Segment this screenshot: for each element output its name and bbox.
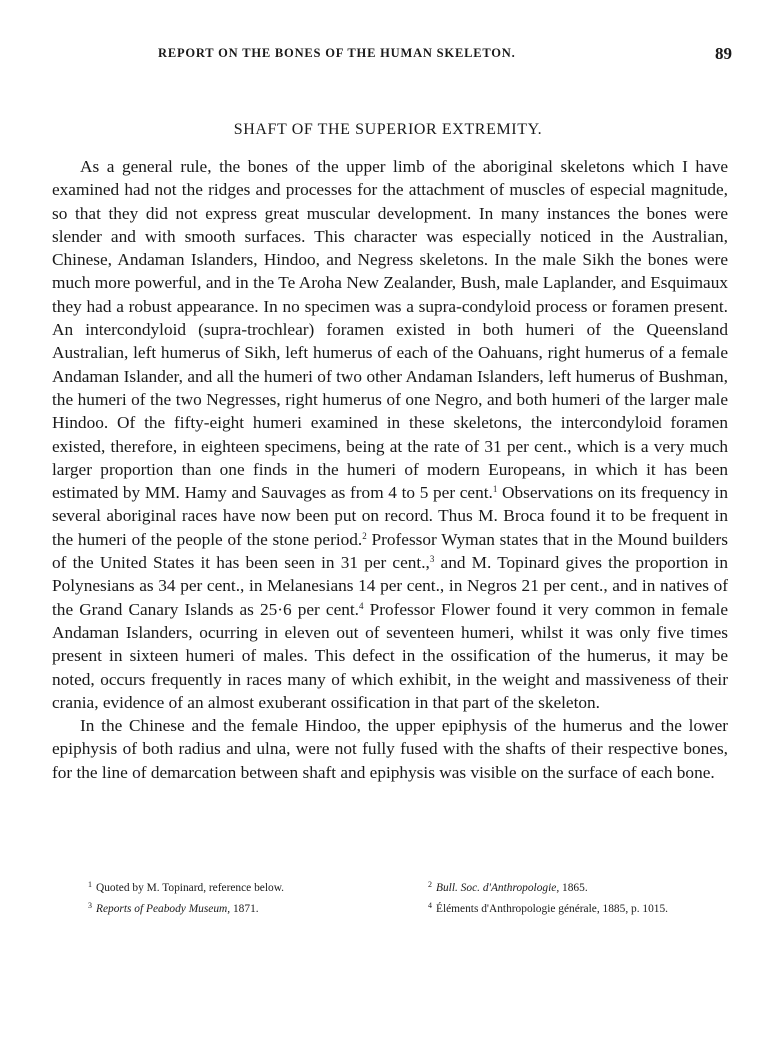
footnote-text: Quoted by M. Topinard, reference below. [96, 882, 285, 894]
footnote-number: 4 [428, 901, 432, 910]
footnote-2 [428, 876, 668, 897]
paragraph-2: In the Chinese and the female Hindoo, the upper epiphysis of the humerus and the lower epiphysis of both radius and ulna, were not fully fused with the shafts of their respective bones, for the line of demarcation between shaft and epiphysis was visible on the surface of each bone. [52, 716, 728, 782]
footnote-text: Éléments d'Anthropologie générale, 1885, p. 1015. [436, 903, 669, 915]
footnote-text: 1871. [230, 903, 259, 915]
paragraph-1-part-4: and M. Topinard gives the proportion in Polynesians as 34 per cent., in Melanesians 14 per cent., in Negros 21 per cent., and in natives of the Grand Canary Islands as 25·6 per cent. [52, 553, 728, 619]
footnote-ref-3[interactable]: 3 [429, 554, 435, 565]
footnote-ref-2[interactable]: 2 [362, 530, 367, 541]
paragraph-1-part-1: As a general rule, the bones of the upper limb of the aboriginal skeletons which I have examined had not the ridges and processes for the attachment of muscles of especial magnitude, so that they did not express great muscular development. In many instances the bones were slender and with smooth surfaces. This character was especially noticed in the Australian, Chinese, Andaman Islanders, Hindoo, and Negress skeletons. In the male Sikh the bones were much more powerful, and in the Te Aroha New Zealander, Bush, male Laplander, and Esquimaux they had a robust appearance. In no specimen was a supra-condyloid process or foramen present. An intercondyloid (supra-trochlear) foramen existed in both humeri of the Queensland Australian, left humerus of Sikh, left humerus of each of the Oahuans, right humerus of a female Andaman Islander, and all the humeri of two other Andaman Islanders, left humerus of Bushman, the humeri of the two Negresses, right humerus of one Negro, and both humeri of the larger male Hindoo. Of the fifty-eight humeri examined in these skeletons, the intercondyloid foramen existed, therefore, in eighteen specimens, being at the rate of 31 per cent., which is a very much larger proportion than one finds in the humeri of modern Europeans, in which it has been estimated by MM. Hamy and Sauvages as from 4 to 5 per cent. [52, 157, 728, 503]
footnotes-right-column [428, 876, 668, 918]
paragraph-1-part-3: Professor Wyman states that in the Mound builders of the United States it has been seen in 31 per cent., [52, 529, 728, 573]
running-head: REPORT ON THE BONES OF THE HUMAN SKELETON. [158, 46, 516, 60]
paragraph-1 [52, 155, 728, 714]
section-title: SHAFT OF THE SUPERIOR EXTREMITY. [233, 121, 543, 138]
page-header [0, 44, 776, 68]
body-text [52, 155, 728, 784]
footnote-source-title: Reports of Peabody Museum, [96, 903, 231, 915]
paragraph-1-part-2: Observations on its frequency in several aboriginal races have now been put on record. Thus M. Broca found it to be frequent in the humeri of the people of the stone period. [52, 483, 728, 549]
footnote-source-title: Bull. Soc. d'Anthropologie, [436, 882, 560, 894]
footnotes-left-column [88, 876, 284, 918]
footnote-1 [88, 876, 284, 897]
footnote-ref-1[interactable]: 1 [492, 484, 498, 495]
footnote-ref-4[interactable]: 4 [359, 600, 364, 611]
footnote-4 [428, 897, 668, 918]
footnote-number: 2 [428, 880, 432, 889]
footnote-text: 1865. [559, 882, 588, 894]
footnote-3 [88, 897, 284, 918]
footnote-number: 1 [88, 880, 92, 889]
page-number: 89 [715, 44, 732, 63]
footnote-number: 3 [88, 901, 92, 910]
paragraph-1-part-5: Professor Flower found it very common in female Andaman Islanders, ocurring in eleven out of seventeen humeri, whilst it was only five times present in sixteen humeri of males. This defect in the ossification of the humerus, it may be noted, occurs frequently in races many of which exhibit, in the weight and massiveness of their crania, evidence of an almost exuberant ossification in that part of the skeleton. [52, 599, 728, 712]
